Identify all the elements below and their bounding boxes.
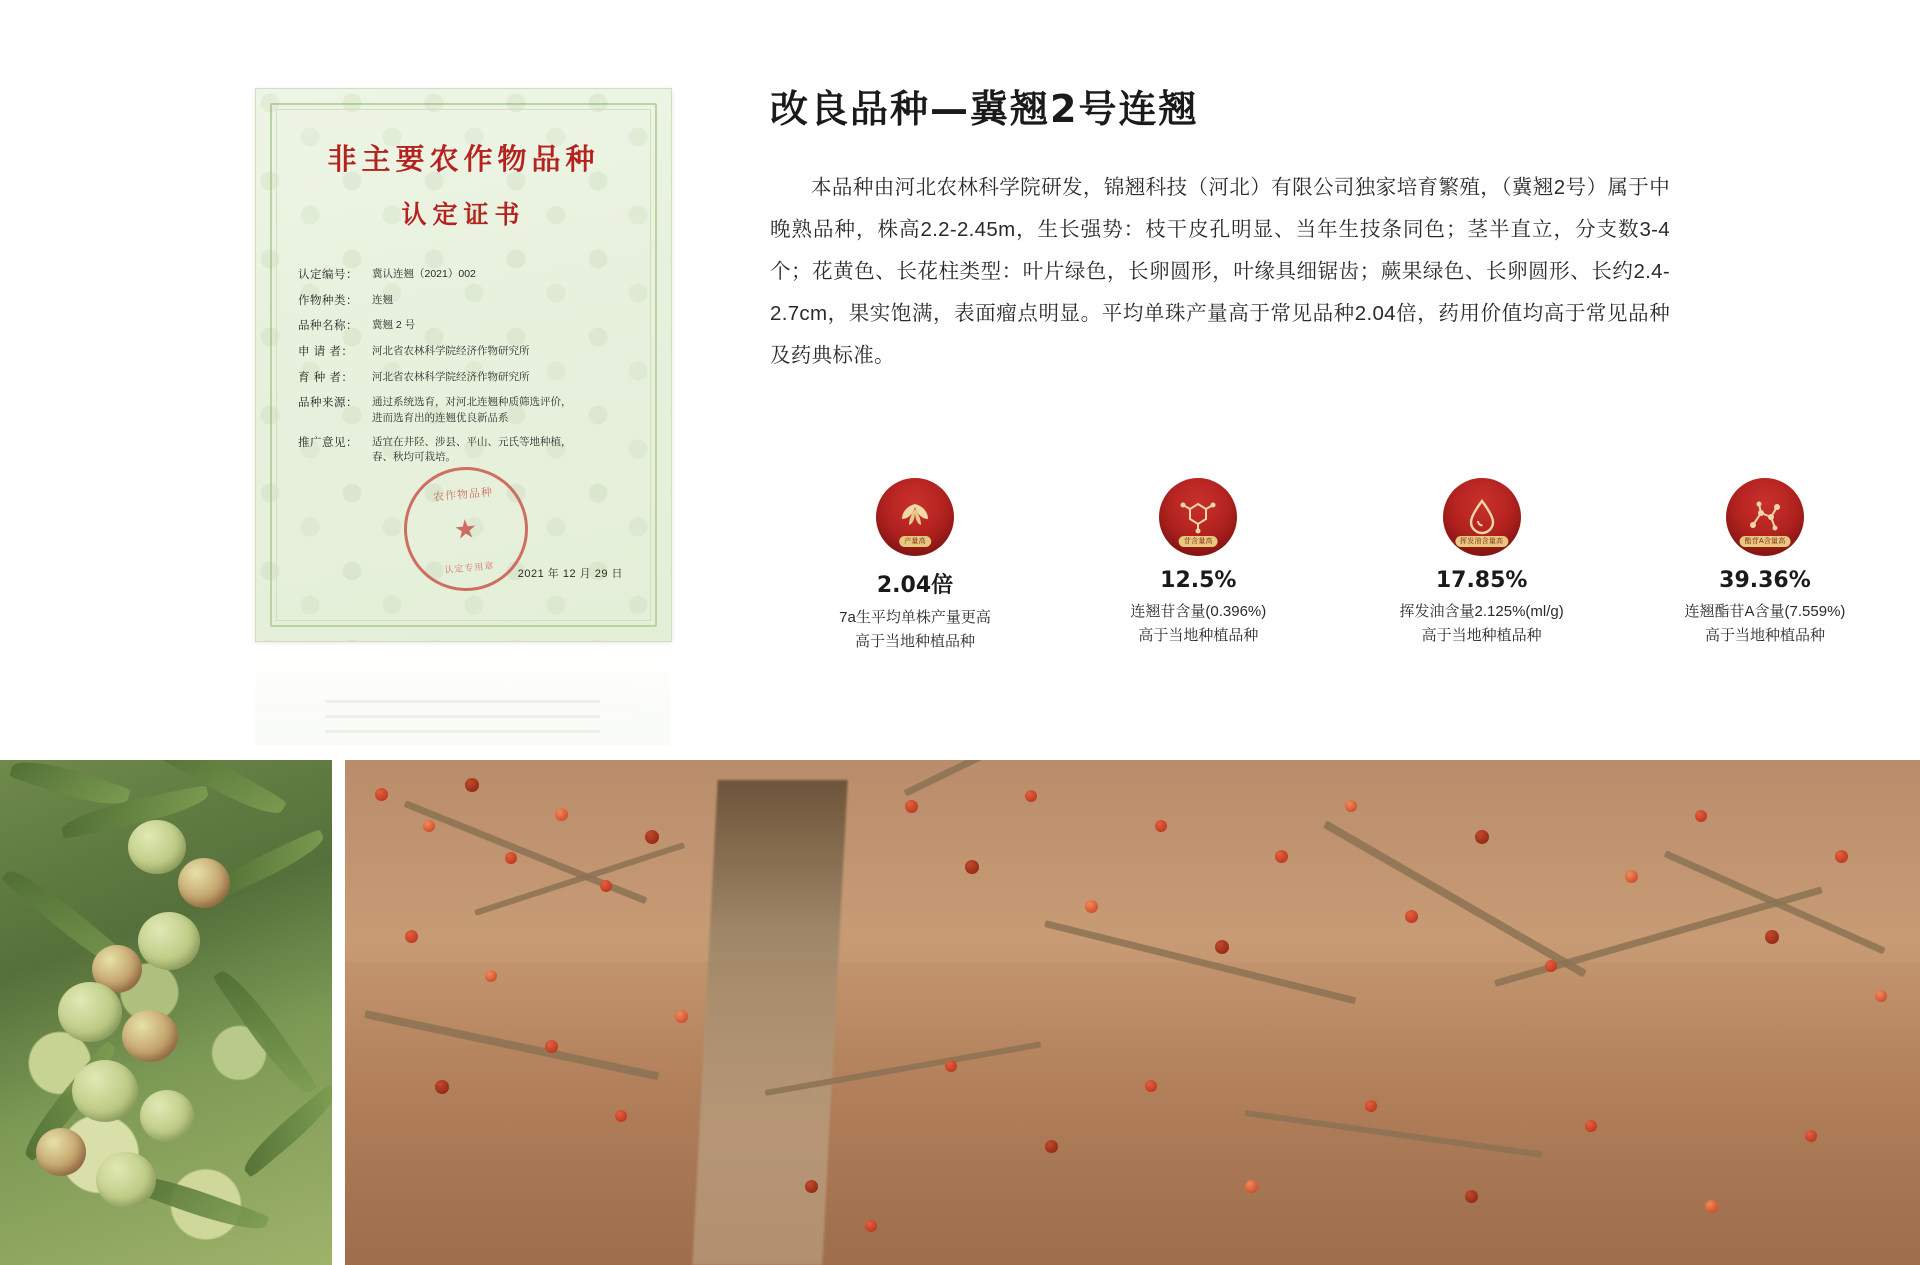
stat-desc-line1: 连翘酯苷A含量(7.559%) <box>1684 603 1846 620</box>
stat-item-ester-glycoside <box>1640 478 1890 654</box>
photo-orchard <box>345 760 1920 1265</box>
field-value: 河北省农林科学院经济作物研究所 <box>372 345 530 358</box>
seal-star-icon: ★ <box>452 512 479 546</box>
stat-item-yield <box>790 478 1040 654</box>
badge-caption: 苷含量高 <box>1179 536 1218 547</box>
compound-structure-icon <box>1726 478 1804 556</box>
field-value-line2: 春、秋均可栽培。 <box>372 451 456 464</box>
seal-bottom-text: 认定专用章 <box>443 560 495 576</box>
stat-value: 39.36% <box>1719 568 1811 593</box>
certificate-card <box>255 88 672 642</box>
stat-value: 12.5% <box>1160 568 1237 593</box>
photo-gallery <box>0 760 1920 1265</box>
field-label: 申 请 者： <box>298 346 354 359</box>
certificate-watermark <box>256 89 671 641</box>
official-seal-icon <box>398 462 532 596</box>
field-label: 品种名称： <box>298 320 358 333</box>
stat-item-glycoside <box>1073 478 1323 654</box>
field-label: 认定编号： <box>298 269 358 281</box>
field-label: 品种来源： <box>298 397 358 410</box>
badge-caption: 产量高 <box>899 536 931 547</box>
stat-value: 2.04倍 <box>876 573 954 598</box>
description-paragraph: 本品种由河北农林科学院研发，锦翘科技（河北）有限公司独家培育繁殖，（冀翘2号）属于中晚熟品种，株高2.2-2.45m，生长强势：枝干皮孔明显、当年生技条同色；茎半直立，分支数3-4个；花黄色、长花柱类型：叶片绿色，长卵圆形，叶缘具细锯齿；蕨果绿色、长卵圆形、长约2.4-2.7cm，果实饱满，表面瘤点明显。平均单珠产量高于常见品种2.04倍，药用价值均高于常见品种及药典标准。 <box>770 176 1670 368</box>
certificate-title-line2: 认定证书 <box>401 200 526 229</box>
field-value: 冀认连翘（2021）002 <box>372 268 476 280</box>
certificate-reflection <box>255 645 670 745</box>
orchard-ground <box>345 962 1920 1265</box>
field-label: 育 种 者： <box>298 371 354 384</box>
field-value-line1: 适宜在井陉、涉县、平山、元氏等地种植， <box>372 435 572 448</box>
seal-top-text: 农作物品种 <box>432 486 493 504</box>
page-title: 改良品种—冀翘2号连翘 <box>770 87 1199 131</box>
badge-caption: 挥发油含量高 <box>1455 536 1508 547</box>
certificate-title-line1: 非主要农作物品种 <box>327 142 600 176</box>
field-value: 冀翘 2 号 <box>372 319 416 332</box>
stat-desc-line1: 7a生平均单株产量更高 <box>839 609 991 626</box>
stat-desc-line2: 高于当地种植品种 <box>1704 627 1825 644</box>
certificate-field-row <box>298 318 637 335</box>
certificate-field-row <box>298 293 637 310</box>
field-value: 连翘 <box>372 293 393 306</box>
field-value-line1: 通过系统选育，对河北连翘种质筛选评价， <box>372 396 572 409</box>
content-column <box>770 78 1690 377</box>
stat-desc-line1: 挥发油含量2.125%(ml/g) <box>1399 603 1564 620</box>
certificate-field-row <box>298 435 637 465</box>
oil-drop-icon <box>1443 478 1521 556</box>
field-value <box>372 395 637 425</box>
field-label: 推广意见： <box>298 436 358 449</box>
certificate-field-row <box>298 370 637 387</box>
certificate-field-row <box>298 267 637 284</box>
field-value-line2: 进而选育出的连翘优良新品系 <box>372 411 509 424</box>
field-value: 河北省农林科学院经济作物研究所 <box>372 370 530 383</box>
stat-item-volatile-oil <box>1357 478 1607 654</box>
molecule-glycoside-icon <box>1159 478 1237 556</box>
certificate-field-row <box>298 395 637 425</box>
certificate-fields <box>298 267 637 474</box>
stat-desc-line1: 连翘苷含量(0.396%) <box>1130 603 1267 620</box>
leaf-yield-icon <box>876 478 954 556</box>
stat-desc-line2: 高于当地种植品种 <box>854 633 975 650</box>
certificate-date: 2021 年 12 月 29 日 <box>517 568 623 580</box>
badge-caption: 酯苷A含量高 <box>1740 536 1791 547</box>
field-value <box>372 435 637 465</box>
certificate-field-row <box>298 344 637 361</box>
field-label: 作物种类： <box>298 294 358 307</box>
photo-green-fruit <box>0 760 332 1265</box>
stat-desc-line2: 高于当地种植品种 <box>1421 627 1542 644</box>
stat-desc-line2: 高于当地种植品种 <box>1138 627 1259 644</box>
stat-value: 17.85% <box>1435 568 1528 593</box>
stats-row <box>790 478 1890 654</box>
certificate-image <box>255 88 670 648</box>
